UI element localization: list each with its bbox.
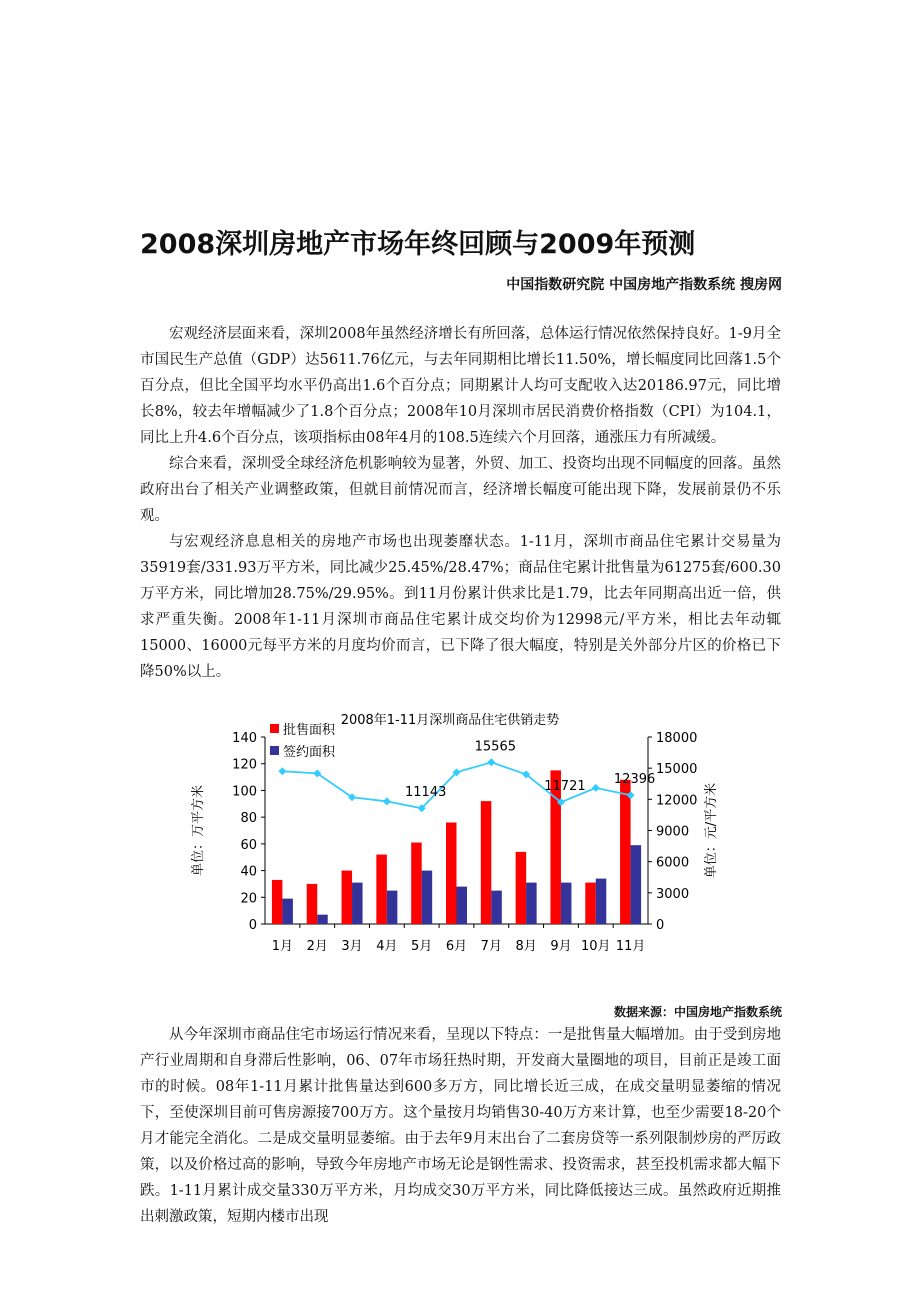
y2-tick-label: 0 [656,918,665,933]
data-source: 数据来源：中国房地产指数系统 [613,1005,782,1019]
x-tick-label: 10月 [580,939,611,954]
bar-supply [272,880,283,924]
bar-sales [526,883,537,924]
x-tick-label: 9月 [550,939,572,954]
legend-swatch [270,746,279,755]
body-text-after-chart [140,1022,781,1230]
legend-label: 批售面积 [283,723,336,738]
y-tick-label: 20 [240,891,257,907]
price-data-label: 11143 [405,785,447,801]
bar-supply [342,871,353,924]
body-text-before-chart [140,321,781,685]
bar-sales [387,891,398,924]
x-tick-label: 4月 [376,939,398,954]
supply-sales-chart [180,703,720,973]
price-point [383,797,391,805]
x-tick-label: 5月 [411,939,433,954]
y2-tick-label: 18000 [656,731,698,746]
paragraph: 宏观经济层面来看，深圳2008年虽然经济增长有所回落，总体运行情况依然保持良好。1-9月全市国民生产总值（GDP）达5611.76亿元，与去年同期相比增长11.50%，增长幅度同比回落1.5个百分点，但比全国平均水平仍高出1.6个百分点；同期累计人均可支配收入达20186.97元，同比增长8%，较去年增幅减少了1.8个百分点；2008年10月深圳市居民消费价格指数（CPI）为104.1，同比上升4.6个百分点，该项指标由08年4月的108.5连续六个月回落，通涨压力有所减缓。 [140,326,781,446]
bar-sales [422,871,433,924]
x-tick-label: 7月 [480,939,502,954]
paragraph: 从今年深圳市商品住宅市场运行情况来看，呈现以下特点：一是批售量大幅增加。由于受到房地产行业周期和自身滞后性影响，06、07年市场狂热时期，开发商大量圈地的项目，目前正是竣工面市的时候。08年1-11月累计批售量达到600多万方，同比增长近三成，在成交量明显萎缩的情况下，至使深圳目前可售房源接700万方。这个量按月均销售30-40万方来计算，也至少需要18-20个月才能完全消化。二是成交量明显萎缩。由于去年9月末出台了二套房贷等一系列限制炒房的严厉政策，以及价格过高的影响，导致今年房地产市场无论是钢性需求、投资需求，甚至投机需求都大幅下跌。1-11月累计成交量330万平方米，月均成交30万平方米，同比降低接达三成。虽然政府近期推出刺激政策，短期内楼市出现 [140,1027,781,1225]
y-tick-label: 60 [240,837,257,853]
bar-sales [491,891,502,924]
bar-sales [317,915,328,924]
x-tick-label: 11月 [615,939,646,954]
bar-supply [376,855,387,924]
chart-svg [180,703,720,973]
bar-sales [457,887,468,924]
bar-supply [516,852,527,924]
price-data-label: 11721 [544,779,586,795]
y-tick-label: 100 [232,784,257,800]
x-tick-label: 8月 [515,939,537,954]
x-tick-label: 3月 [341,939,363,954]
y2-axis-title: 单位：元/平方米 [704,782,719,879]
bar-sales [561,883,572,924]
legend-swatch [270,724,279,733]
y2-tick-label: 12000 [656,793,698,809]
bar-supply [307,884,318,924]
bar-supply [481,801,492,924]
price-point [278,767,286,775]
y2-tick-label: 3000 [656,886,690,902]
article-title: 2008深圳房地产市场年终回顾与2009年预测 [140,229,696,260]
y-tick-label: 120 [232,757,257,773]
legend-label: 签约面积 [283,745,336,760]
bar-sales [352,883,363,924]
y-tick-label: 140 [232,731,257,746]
price-data-label: 12396 [613,772,656,788]
article-byline: 中国指数研究院 中国房地产指数系统 搜房网 [506,277,782,293]
y2-tick-label: 9000 [656,824,690,840]
chart-title: 2008年1-11月深圳商品住宅供销走势 [340,713,560,728]
bar-supply [585,883,596,924]
price-point [592,784,600,792]
price-data-label: 15565 [474,739,516,755]
y2-tick-label: 6000 [656,855,690,871]
bar-sales [631,845,642,924]
y-axis-title: 单位：万平方米 [191,784,206,877]
bar-sales [596,879,607,924]
bar-supply [620,780,631,924]
y2-tick-label: 15000 [656,762,698,778]
y-tick-label: 80 [240,811,257,827]
bar-supply [446,822,457,924]
price-point [487,758,495,766]
bar-supply [411,843,422,924]
paragraph: 综合来看，深圳受全球经济危机影响较为显著，外贸、加工、投资均出现不同幅度的回落。虽然政府出台了相关产业调整政策，但就目前情况而言，经济增长幅度可能出现下降，发展前景仍不乐观。 [140,456,781,524]
x-tick-label: 1月 [271,939,294,954]
y-tick-label: 40 [240,864,257,880]
x-tick-label: 6月 [445,939,468,954]
x-tick-label: 2月 [306,939,328,954]
paragraph: 与宏观经济息息相关的房地产市场也出现萎靡状态。1-11月，深圳市商品住宅累计交易量为35919套/331.93万平方米，同比减少25.45%/28.47%；商品住宅累计批售量为61275套/600.30万平方米，同比增加28.75%/29.95%。到11月份累计供求比是1.79，比去年同期高出近一倍，供求严重失衡。2008年1-11月深圳市商品住宅累计成交均价为12998元/平方米，相比去年动辄15000、16000元每平方米的月度均价而言，已下降了很大幅度，特别是关外部分片区的价格已下降50%以上。 [140,534,781,680]
y-tick-label: 0 [248,918,257,933]
bar-sales [282,899,293,924]
